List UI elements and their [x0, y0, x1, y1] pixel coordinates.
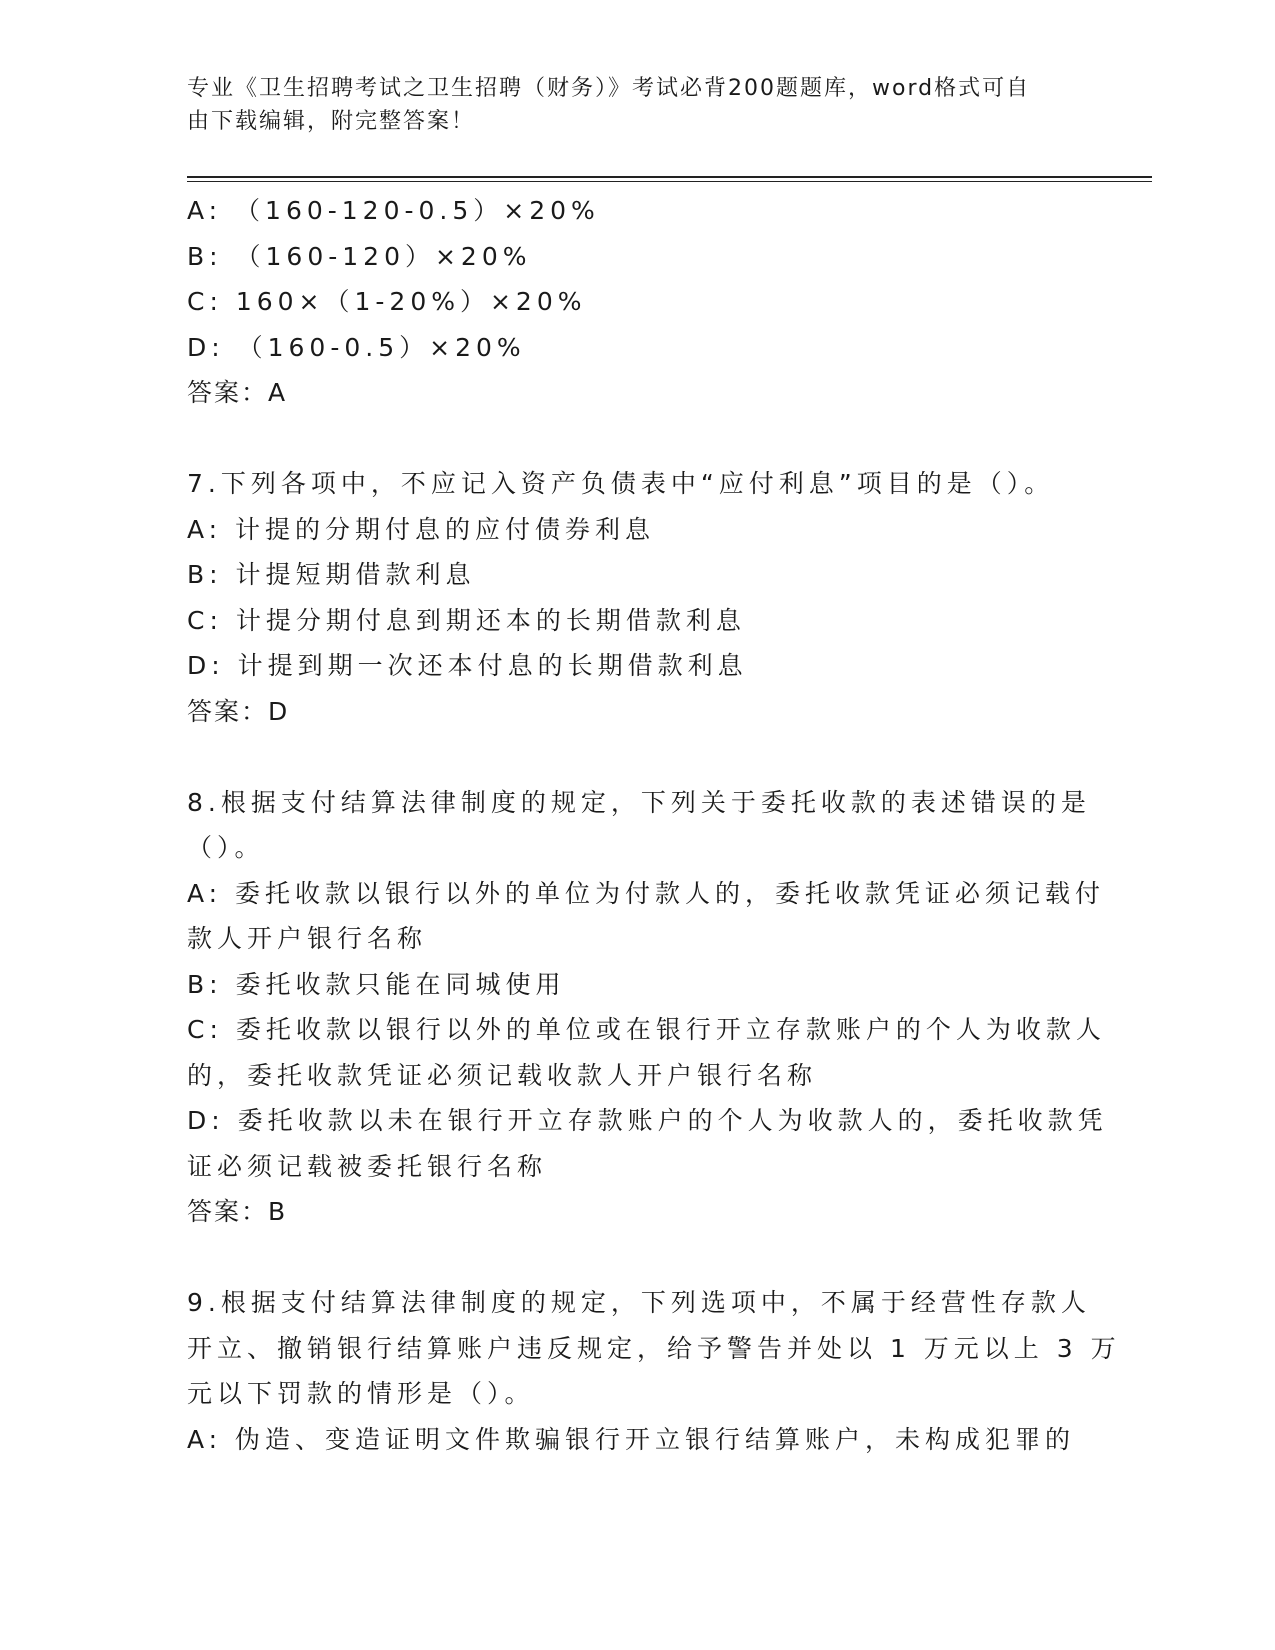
option-c-line-2: 的，委托收款凭证必须记载收款人开户银行名称 — [187, 1060, 818, 1090]
question-text-line-1: 8.根据支付结算法律制度的规定，下列关于委托收款的表述错误的是 — [187, 787, 1091, 817]
question-text-line-2: 开立、撤销银行结算账户违反规定，给予警告并处以 1 万元以上 3 万 — [187, 1333, 1121, 1363]
option-c: C: 计提分期付息到期还本的长期借款利息 — [187, 605, 746, 635]
option-a: A: （160-120-0.5）×20% — [187, 196, 600, 225]
option-d-line-1: D: 委托收款以未在银行开立存款账户的个人为收款人的，委托收款凭 — [187, 1106, 1108, 1135]
question-9 — [187, 1280, 1121, 1462]
question-7 — [187, 461, 1087, 734]
spacer — [187, 734, 1087, 780]
answer: 答案：B — [187, 1197, 288, 1226]
option-b: B: 委托收款只能在同城使用 — [187, 969, 566, 999]
option-c-line-1: C: 委托收款以银行以外的单位或在银行开立存款账户的个人为收款人 — [187, 1015, 1106, 1044]
option-b: B: （160-120）×20% — [187, 241, 532, 271]
question-text-line-2: （）。 — [187, 833, 265, 862]
question-text-line-1: 9.根据支付结算法律制度的规定，下列选项中，不属于经营性存款人 — [187, 1288, 1091, 1317]
question-content — [187, 188, 1121, 1462]
question-text: 7.下列各项中，不应记入资产负债表中“应付利息”项目的是（）。 — [187, 469, 1055, 498]
answer: 答案：D — [187, 696, 290, 726]
header-title-line-1: 专业《卫生招聘考试之卫生招聘（财务）》考试必背200题题库，word格式可自 — [187, 76, 1031, 101]
question-6-options — [187, 188, 1087, 416]
option-a-line-1: A: 委托收款以银行以外的单位为付款人的，委托收款凭证必须记载付 — [187, 878, 1106, 908]
spacer — [187, 1235, 1087, 1281]
header-rule-thin — [187, 181, 1152, 182]
page-header — [187, 72, 1087, 138]
option-a: A: 伪造、变造证明文件欺骗银行开立银行结算账户，未构成犯罪的 — [187, 1424, 1076, 1454]
option-d: D: （160-0.5）×20% — [187, 332, 526, 362]
question-8 — [187, 780, 1108, 1235]
option-d: D: 计提到期一次还本付息的长期借款利息 — [187, 651, 748, 680]
option-a-line-2: 款人开户银行名称 — [187, 924, 428, 953]
spacer — [187, 416, 1087, 462]
option-c: C: 160×（1-20%）×20% — [187, 287, 587, 316]
option-b: B: 计提短期借款利息 — [187, 560, 476, 589]
header-title-line-2: 由下载编辑，附完整答案！ — [187, 109, 476, 134]
question-text-line-3: 元以下罚款的情形是（）。 — [187, 1379, 535, 1408]
header-rule-thick — [187, 176, 1152, 178]
option-d-line-2: 证必须记载被委托银行名称 — [187, 1151, 548, 1181]
option-a: A: 计提的分期付息的应付债券利息 — [187, 514, 656, 544]
answer: 答案：A — [187, 378, 288, 407]
